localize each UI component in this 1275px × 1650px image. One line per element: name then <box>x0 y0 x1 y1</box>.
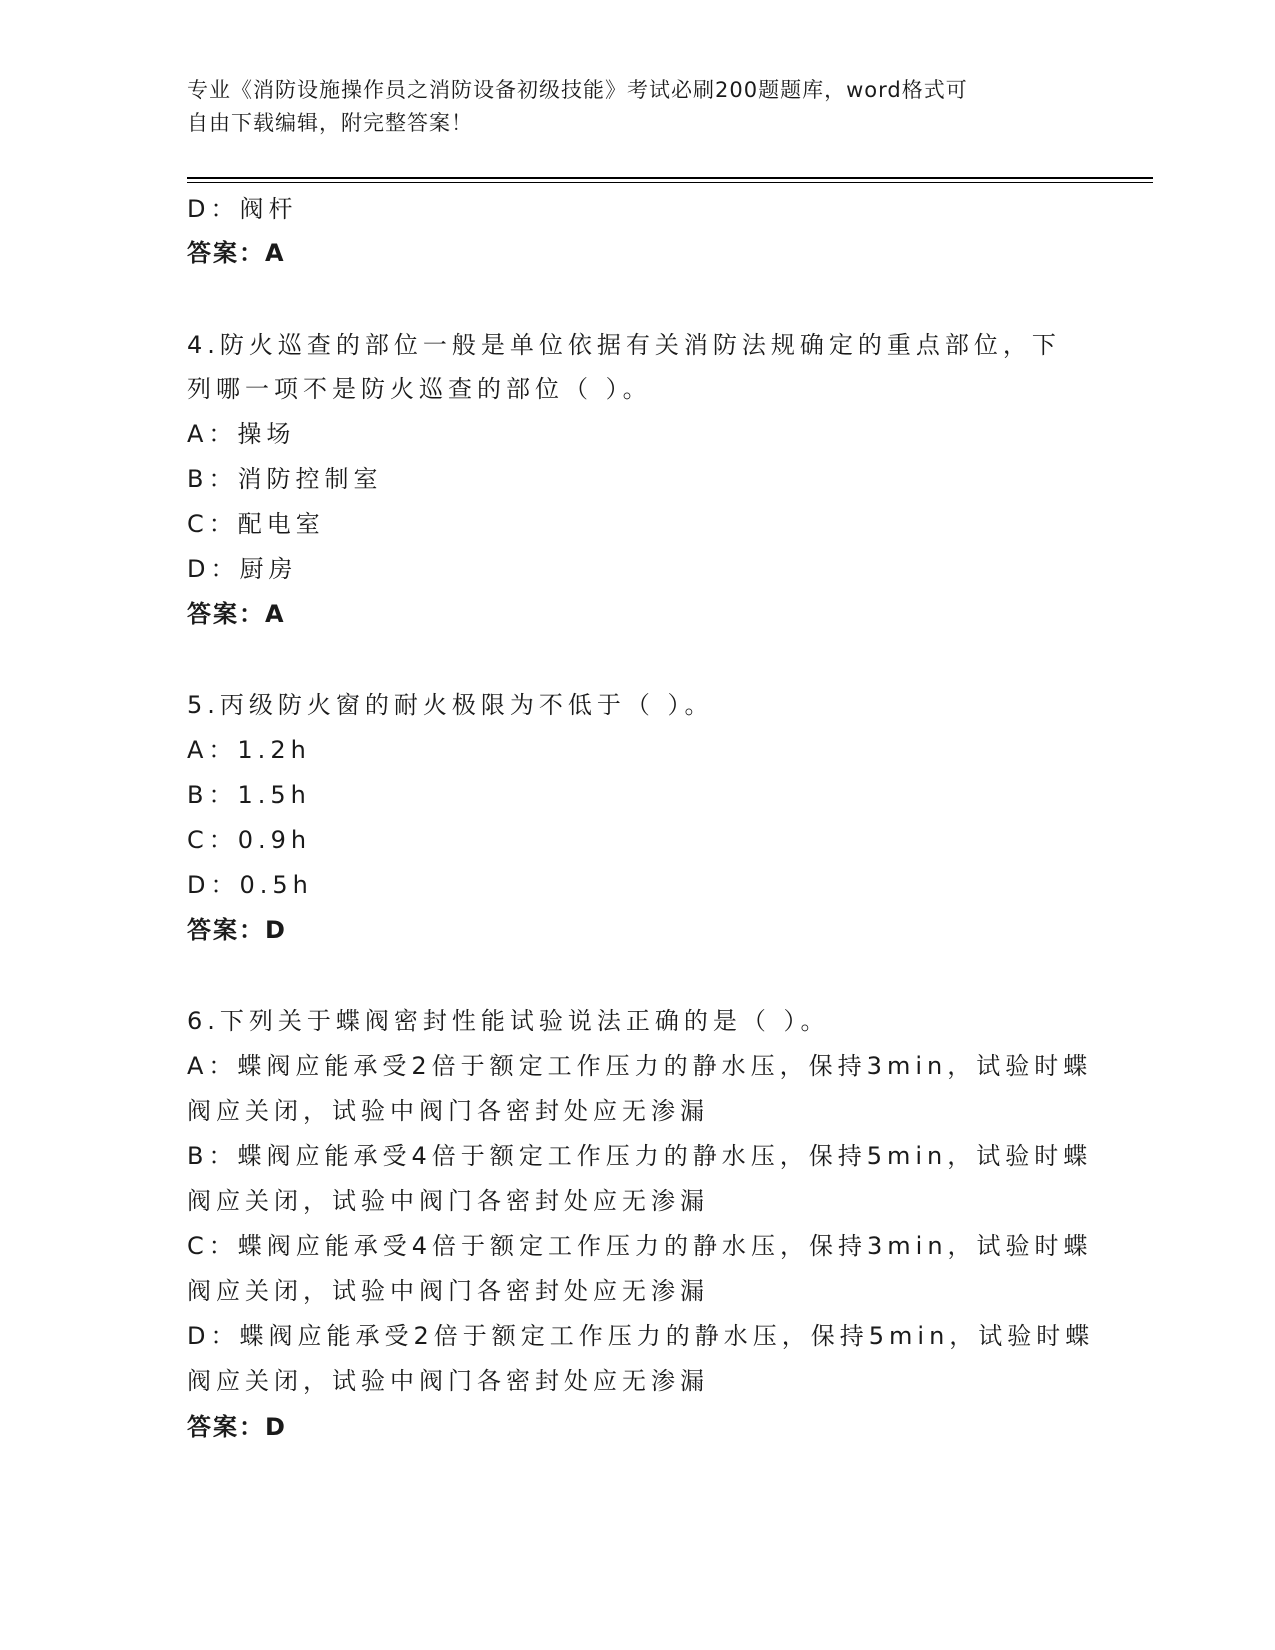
q4-option-c: C：配电室 <box>187 510 325 538</box>
q4-answer: 答案：A <box>187 600 286 628</box>
q6-option-d-line-2: 阀应关闭，试验中阀门各密封处应无渗漏 <box>187 1367 709 1395</box>
q5-answer: 答案：D <box>187 916 287 944</box>
q4-option-d: D：厨房 <box>187 555 298 583</box>
q6-option-a-line-2: 阀应关闭，试验中阀门各密封处应无渗漏 <box>187 1097 709 1125</box>
q5-stem: 5.丙级防火窗的耐火极限为不低于（ ）。 <box>187 691 714 719</box>
q5-option-c: C：0.9h <box>187 826 312 854</box>
q6-option-c-line-2: 阀应关闭，试验中阀门各密封处应无渗漏 <box>187 1277 709 1305</box>
q4-stem-line-1: 4.防火巡查的部位一般是单位依据有关消防法规确定的重点部位，下 <box>187 331 1061 359</box>
q6-answer: 答案：D <box>187 1413 287 1441</box>
q5-option-b: B：1.5h <box>187 781 311 809</box>
q6-option-d-line-1: D：蝶阀应能承受2倍于额定工作压力的静水压，保持5min，试验时蝶 <box>187 1322 1095 1350</box>
header-line-2: 自由下载编辑，附完整答案！ <box>187 111 473 135</box>
q6-option-b-line-1: B：蝶阀应能承受4倍于额定工作压力的静水压，保持5min，试验时蝶 <box>187 1142 1093 1170</box>
q6-stem: 6.下列关于蝶阀密封性能试验说法正确的是（ ）。 <box>187 1007 830 1035</box>
q6-option-a-line-1: A：蝶阀应能承受2倍于额定工作压力的静水压，保持3min，试验时蝶 <box>187 1052 1093 1080</box>
q4-option-b: B：消防控制室 <box>187 465 383 493</box>
q3-option-d: D：阀杆 <box>187 195 298 223</box>
header-line-1: 专业《消防设施操作员之消防设备初级技能》考试必刷200题题库，word格式可 <box>187 78 968 102</box>
q6-option-b-line-2: 阀应关闭，试验中阀门各密封处应无渗漏 <box>187 1187 709 1215</box>
q6-option-c-line-1: C：蝶阀应能承受4倍于额定工作压力的静水压，保持3min，试验时蝶 <box>187 1232 1093 1260</box>
header-divider-thin <box>187 182 1153 183</box>
q5-option-a: A：1.2h <box>187 736 311 764</box>
q4-stem-line-2: 列哪一项不是防火巡查的部位（ ）。 <box>187 375 652 403</box>
header-divider-thick <box>187 177 1153 179</box>
q3-answer: 答案：A <box>187 239 286 267</box>
document-header <box>187 74 1067 140</box>
q5-option-d: D：0.5h <box>187 871 313 899</box>
q4-option-a: A：操场 <box>187 420 296 448</box>
